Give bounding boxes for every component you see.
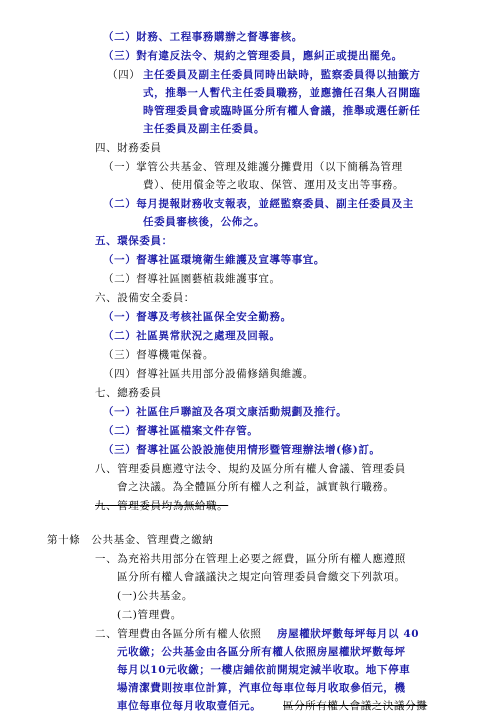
text-line: （三）督導社區公設設施使用情形暨管理辦法增(修)訂。 bbox=[103, 444, 381, 456]
text-line: （二）每月提報財務收支報表，並經監察委員、副主任委員及主 bbox=[103, 198, 414, 210]
text-line: 一、為充裕共用部分在管理上必要之經費，區分所有權人應遵照 bbox=[95, 553, 406, 565]
text-line: （二）社區異常狀況之處理及回報。 bbox=[103, 330, 281, 342]
text-line: 四、財務委員 bbox=[95, 142, 162, 154]
text-line: （二）督導社區檔案文件存管。 bbox=[103, 425, 259, 437]
text-line: 主任委員及副主任委員。 bbox=[143, 123, 266, 135]
text-line: （三）對有違反法令、規約之管理委員，應糾正或提出罷免。 bbox=[103, 50, 403, 62]
text-line: 式，推舉一人暫代主任委員職務，並應擔任召集人召開臨 bbox=[143, 87, 421, 99]
text-line: （一）掌管公共基金、管理及維護分攤費用（以下簡稱為管理 bbox=[103, 161, 403, 173]
text-line: 每月以10元收繳；一樓店鋪依前開規定減半收取。地下停車 bbox=[117, 664, 411, 676]
text-line: 六、設備安全委員： bbox=[95, 292, 195, 304]
text-line: (一)公共基金。 bbox=[117, 590, 193, 602]
text-line: 二、管理費由各區分所有權人依照 bbox=[95, 628, 262, 640]
text-line: 會之決議。為全體區分所有權人之利益，誠實執行職務。 bbox=[117, 481, 395, 493]
text-line: （一）督導社區環境衛生維護及宣導等事宜。 bbox=[103, 254, 325, 266]
text-line: 五、環保委員： bbox=[95, 235, 173, 247]
text-line: （三）督導機電保養。 bbox=[103, 349, 214, 361]
text-line: 八、管理委員應遵守法令、規約及區分所有權人會議、管理委員 bbox=[95, 463, 406, 475]
text-line: 區分所有權人會議議決之規定向管理委員會繳交下列款項。 bbox=[117, 571, 406, 583]
text-line: 區分所有權人會議之決議分攤 bbox=[283, 700, 428, 712]
text-line: 房屋權狀坪數每坪每月以 40 bbox=[277, 628, 420, 640]
text-line: 元收繳；公共基金由各區分所有權人依照房屋權狀坪數每坪 bbox=[117, 646, 406, 658]
text-line: 車位每車位每月收取壹佰元。 bbox=[117, 700, 262, 712]
text-line: （一）督導及考核社區保全安全勤務。 bbox=[103, 311, 292, 323]
text-line: 費）、使用償金等之收取、保管、運用及支出等事務。 bbox=[143, 179, 405, 191]
text-line: 任委員審核後，公佈之。 bbox=[143, 216, 266, 228]
text-line: （二）財務、工程事務購辦之督導審核。 bbox=[103, 31, 303, 43]
text-line: 時管理委員會或臨時區分所有權人會議，推舉或選任新任 bbox=[143, 105, 421, 117]
text-line: 主任委員及副主任委員同時出缺時，監察委員得以抽籤方 bbox=[143, 69, 421, 81]
text-line: 第十條 公共基金、管理費之繳納 bbox=[47, 534, 214, 546]
text-line: 場清潔費則按車位計算，汽車位每車位每月收取參佰元，機 bbox=[117, 682, 406, 694]
text-line: (二)管理費。 bbox=[117, 609, 182, 621]
text-line: 九、管理委員均為無給職。 bbox=[95, 500, 229, 512]
text-line: 七、總務委員 bbox=[95, 387, 162, 399]
text-line: （一）社區住戶聯誼及各項文康活動規劃及推行。 bbox=[103, 406, 348, 418]
text-line: （二）督導社區園藝植栽維護事宜。 bbox=[103, 273, 281, 285]
text-line: （四）督導社區共用部分設備修繕與維護。 bbox=[103, 368, 314, 380]
text-line: （四） bbox=[107, 69, 141, 81]
